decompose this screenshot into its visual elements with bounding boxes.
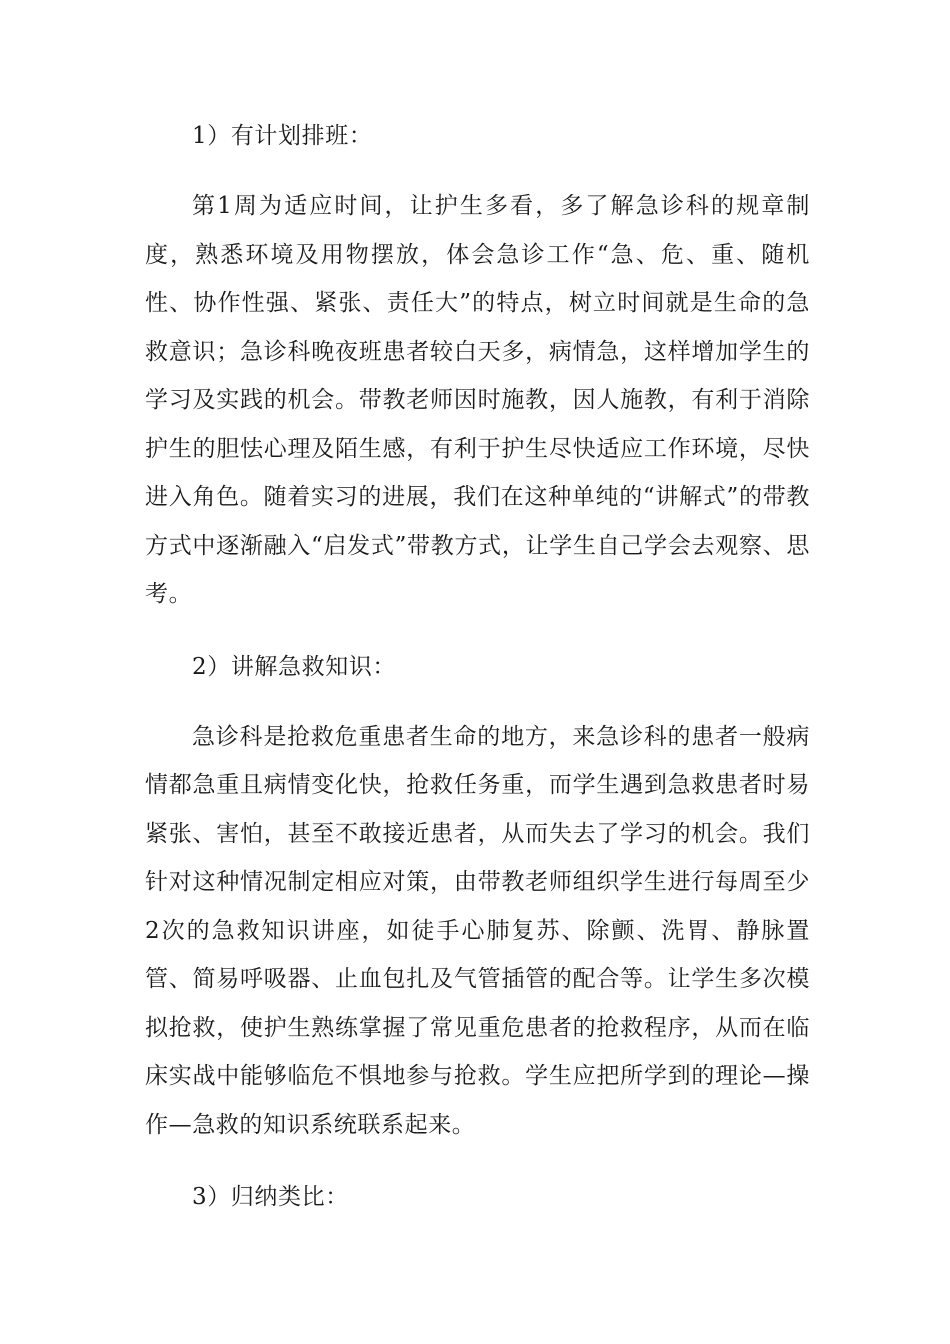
- spacer: [145, 160, 810, 182]
- document-body: [145, 112, 810, 1221]
- section-heading-3: 3）归纳类比：: [192, 1184, 349, 1210]
- section-paragraph-1: 第1周为适应时间，让护生多看，多了解急诊科的规章制度，熟悉环境及用物摆放，体会急诊工作“急、危、重、随机性、协作性强、紧张、责任大”的特点，树立时间就是生命的急救意识；急诊科晚夜班患者较白天多，病情急，这样增加学生的学习及实践的机会。带教老师因时施教，因人施教，有利于消除护生的胆怯心理及陌生感，有利于护生尽快适应工作环境，尽快进入角色。随着实习的进展，我们在这种单纯的“讲解式”的带教方式中逐渐融入“启发式”带教方式，让学生自己学会去观察、思考。: [145, 193, 810, 607]
- spacer: [145, 1149, 810, 1173]
- spacer: [145, 619, 810, 643]
- spacer: [145, 691, 810, 713]
- section-heading-2: 2）讲解急救知识：: [192, 653, 397, 680]
- section-heading-1: 1）有计划排班：: [192, 123, 373, 149]
- section-paragraph-2: 急诊科是抢救危重患者生命的地方，来急诊科的患者一般病情都急重且病情变化快，抢救任务重，而学生遇到急救患者时易紧张、害怕，甚至不敢接近患者，从而失去了学习的机会。我们针对这种情况制定相应对策，由带教老师组织学生进行每周至少2次的急救知识讲座，如徒手心肺复苏、除颤、洗胃、静脉置管、简易呼吸器、止血包扎及气管插管的配合等。让学生多次模拟抢救，使护生熟练掌握了常见重危患者的抢救程序，从而在临床实战中能够临危不惧地参与抢救。学生应把所学到的理论—操作—急救的知识系统联系起来。: [145, 723, 810, 1138]
